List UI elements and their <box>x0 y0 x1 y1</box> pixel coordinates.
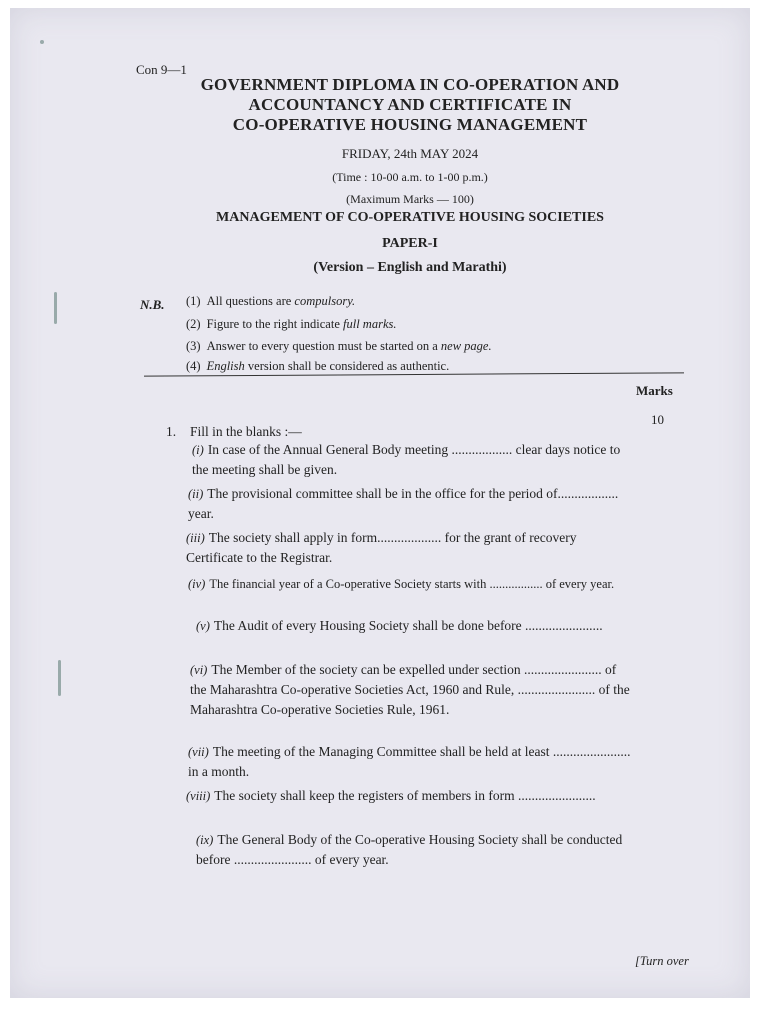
note-emphasis: compulsory. <box>294 294 356 308</box>
note-number: (4) <box>186 359 201 373</box>
item-text: The General Body of the Co-operative Housing Society shall be conducted before ....................... of every year. <box>196 832 623 867</box>
paper-version: (Version – English and Marathi) <box>313 260 507 275</box>
blank-item <box>188 742 634 782</box>
exam-paper-sheet <box>10 8 750 998</box>
note-number: (1) <box>186 294 201 308</box>
marks-heading: Marks <box>636 383 673 398</box>
note-number: (2) <box>186 317 201 331</box>
blank-item <box>196 830 636 870</box>
item-text: The provisional committee shall be in the office for the period of.................. year. <box>188 486 619 521</box>
exam-time: (Time : 10-00 a.m. to 1-00 p.m.) <box>332 170 488 184</box>
item-numeral: (vi) <box>190 663 208 677</box>
item-text: The society shall apply in form................... for the grant of recovery Certificate to the Registrar. <box>186 530 577 565</box>
blank-item <box>188 484 628 524</box>
subject-title: MANAGEMENT OF CO-OPERATIVE HOUSING SOCIETIES <box>216 210 604 225</box>
note-emphasis: new page. <box>440 339 492 353</box>
blank-item <box>186 786 634 806</box>
blank-item <box>188 574 632 594</box>
note-item <box>186 339 492 354</box>
question-number: 1. <box>166 424 177 439</box>
item-numeral: (iv) <box>188 577 206 591</box>
item-numeral: (i) <box>192 443 204 457</box>
nb-label: N.B. <box>140 297 165 312</box>
item-text: The financial year of a Co-operative Society starts with ................. of every year. <box>209 577 615 591</box>
item-numeral: (iii) <box>186 531 205 545</box>
note-number: (3) <box>186 339 201 353</box>
item-text: The society shall keep the registers of members in form ....................... <box>214 788 596 803</box>
note-emphasis: English <box>206 359 245 373</box>
item-text: The meeting of the Managing Committee shall be held at least ....................... in a month. <box>188 744 631 779</box>
paper-code: Con 9—1 <box>136 62 187 77</box>
exam-title <box>170 75 650 135</box>
item-numeral: (ix) <box>196 833 214 847</box>
item-text: In case of the Annual General Body meeting .................. clear days notice to the meeting shall be given. <box>192 442 621 477</box>
maximum-marks: (Maximum Marks — 100) <box>346 192 474 206</box>
item-numeral: (ii) <box>188 487 204 501</box>
blank-item <box>186 528 630 568</box>
blank-item <box>192 440 622 480</box>
note-text: Figure to the right indicate <box>206 317 340 331</box>
note-text: All questions are <box>206 294 292 308</box>
title-line: GOVERNMENT DIPLOMA IN CO-OPERATION AND <box>200 75 620 94</box>
note-item <box>186 317 397 332</box>
note-item <box>186 294 355 309</box>
item-numeral: (viii) <box>186 789 211 803</box>
scan-mark <box>40 40 44 44</box>
title-line: ACCOUNTANCY AND CERTIFICATE IN <box>248 95 572 114</box>
note-text: Answer to every question must be started on a <box>206 339 438 353</box>
title-line: CO-OPERATIVE HOUSING MANAGEMENT <box>232 115 588 134</box>
scan-mark <box>58 660 61 696</box>
item-numeral: (v) <box>196 619 210 633</box>
note-text: version shall be considered as authentic. <box>247 359 450 373</box>
turn-over-note: [Turn over <box>635 954 689 968</box>
question-text: Fill in the blanks :— <box>190 424 302 439</box>
item-text: The Member of the society can be expelled under section ....................... of the Maharashtra Co-operative Societies Act, 1960 and Rule, ....................... of the Maharashtra Co-operative Societies Rule, 1961. <box>190 662 630 717</box>
item-text: The Audit of every Housing Society shall be done before ....................... <box>213 618 603 633</box>
blank-item <box>196 616 630 636</box>
note-emphasis: full marks. <box>343 317 397 331</box>
scan-mark <box>54 292 57 324</box>
item-numeral: (vii) <box>188 745 209 759</box>
exam-date: FRIDAY, 24th MAY 2024 <box>341 146 479 161</box>
note-item <box>186 359 449 374</box>
paper-number: PAPER-I <box>382 236 438 251</box>
blank-item <box>190 660 632 720</box>
question-marks: 10 <box>651 412 664 427</box>
